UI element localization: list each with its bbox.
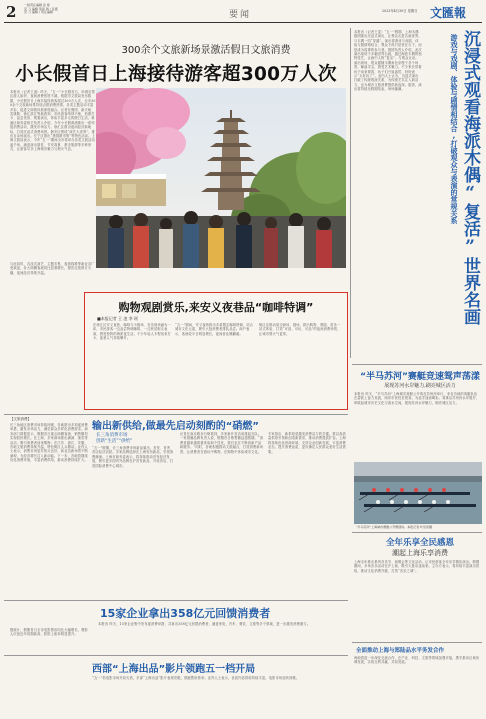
newspaper-logo: 文匯報	[430, 6, 467, 20]
right-column-divider	[350, 28, 351, 358]
ids-headline: 全面推动上海与郑陆品水平务发合作	[356, 648, 445, 654]
music-body: 上海全年推出系列音乐节、演唱会等文化活动，让市民游客全年乐享精彩演出。假期期间，多场音乐活动在沪上演，吸引大批乐迷前来。主办方表示，将持续丰富演出供给，推动文化消费升级，打造“音乐之城”。	[354, 560, 480, 573]
masthead	[0, 0, 486, 24]
pagoda-photo	[96, 88, 346, 268]
right-feature-body: 本报讯（记者王雯）“五一”假期，上海木偶剧团推出沉浸式演出，让观众走进名画世界，与木偶一同“穿越”。演出将游戏与戏剧、体验与剧情相结合，观众不再只是坐在台下，而是成为故事的参与者。剧团负责人介绍，此次演出取材于多幅世界名画，通过海派木偶的独特技艺，让画中人物“复活”，与观众互动。演出现场，观众跟随木偶角色穿梭于各个场景，解谜寻宝，感受艺术魅力。不少家长带着孩子前来观看，孩子们兴致盎然，纷纷表示“太好玩了”。业内人士认为，沉浸式演出打破了传统观演关系，为传统艺术注入新活力，也为城市文旅消费提供新选择。据悉，演出将持续至假期结束，场场爆满。	[354, 30, 422, 92]
newproducts-body-3: 专家指出，新供给是激发消费活力的关键。要以高质量供给引领和创造新需求，推动消费提质扩容。上海将持续优化营商环境，支持企业创新发展，丰富消费业态，提升消费品质，更好满足人民群众美好生活需要。	[268, 432, 346, 454]
section-tag: 【文旅消费】	[10, 417, 31, 421]
cafe-body-col1: 在徐汇区安义夜巷，咖啡与小剧场、音乐现场融为一体，市民游客一边品尝特调咖啡，一边欣赏街头表演，感受独特的海派夜生活。不少年轻人专程前来打卡，夜巷人气持续攀升。	[93, 323, 171, 341]
lead-body-left: 本报讯（记者王凌）昨天，“五一”小长假首日，申城各景区游人如织、夜间消费热度不减。根据市文旅局发布数据，小长假首日上海共接待游客超过300万人次，全市300余个文旅新场景持续点燃消费热情，各类主题活动丰富多彩，促进文商旅体展深度融合。记者在豫园、新天地、武康路、徐汇滨江等地看到，市民游客络绎不绝，拍照打卡、品尝美食、观看演出，体验丰富多元的假日生活。黄浦区商务委相关负责人介绍，今年小长假黄浦推出一系列促消费活动，激发市场活力。徐汇区推出夜间经济新地标，打造沉浸式消费场景。静安区围绕“演艺大世界”，推出百余场演出。长宁区推出“愚园路市集”等特色活动。上海文旅局表示，今年“五一”期间全市将举办各类文旅活动逾千场，涵盖演出展览、节庆赛事、都市旅游等多种形式，让游客尽享上海城市魅力与烟火气息。	[10, 90, 96, 152]
race-subhead: 展现苏河水岸魅力,刷亮城区活力	[384, 383, 456, 389]
invest-headline: 15家企业拿出358亿元回馈消费者	[100, 607, 271, 620]
race-photo-caption: “半马苏河”上海城市赛艇公开赛现场。本报记者 叶辰亮摄	[356, 525, 433, 529]
masthead-rule	[4, 22, 482, 23]
lead-photo	[96, 88, 346, 268]
section-name: 要闻	[229, 10, 252, 20]
race-body: 本报讯 昨天，“半马苏河”上海城市赛艇公开赛在苏州河举行，来自各地的赛艇队伍在碧波上奋力竞渡，两岸市民驻足观赛，为选手加油喝彩。赛事沿苏州河水岸展开，串联起城市历史文化与滨水空间，展现苏河水岸魅力，刷亮城区活力。	[354, 392, 480, 405]
newproducts-body-1: “五一”假期，长三角消费市场新品频出，首发、首秀、首店经济活跃。多家品牌选择在上海发布新品，引领消费潮流。上海市商务委表示，将持续推动首发经济发展，吸引更多国内外品牌在沪首发新品、开设首店，打造国际消费中心城市。	[92, 446, 174, 468]
west-headline: 西部“上海出品”影片领跑五一档开局	[92, 664, 256, 675]
left-bottom-body: 据统计，假期首日全市电影票房同比大幅增长，观影人次创近年同期新高，影院上座率明显提升。	[10, 628, 88, 637]
cafe-story-box	[84, 292, 348, 410]
cafe-body-col3: 街区还联动周边商场、剧场，推出购物、观剧、赏乐一站式体验，打造“可逛、可玩、可品”的夜间消费场景，让城市烟火气更浓。	[259, 323, 341, 336]
editor-credits: 一版责任编辑 张 艳 见 习 编辑 蔡泽 鸽 / 张嘉 见 习 编辑 / 责任编辑	[24, 3, 58, 15]
lead-kicker: 300余个文旅新场景激活假日文旅消费	[121, 45, 291, 56]
race-top-rule	[352, 364, 482, 365]
newproducts-body-2: 记者在南京路步行街看到，多家新开首店前排起长队。一家国潮品牌负责人说，假期首日销售额远超预期。“消费者越来越看重体验和个性化，我们也在不断创新产品和服务。”同时，各地积极推动文旅融合，打造消费新场景，让消费者在游玩中购物，在购物中体验城市文化。	[180, 432, 264, 454]
page-number: 2	[6, 3, 17, 21]
invest-body: 本报讯 昨天，15家企业集中发布促消费举措，共拿出358亿元回馈消费者，涵盖家电、汽车、餐饮、文旅等多个领域，进一步激发消费潜力。	[98, 622, 311, 626]
left-lower-body: 长三角地区消费市场持续回暖，各地推出多项促消费举措，激发市场活力，满足群众多样化消费需求。商务部门数据显示，假期首日重点商圈客流、销售额均实现较快增长。在上海，多家商场推出满减、抽奖等活动，吸引消费者前来购物；在江苏、浙江、安徽，各地文旅消费持续升温，特色街区人头攒动。业内人士表示，消费市场复苏势头良好，新业态新场景不断涌现，为经济增长注入新动能。下一步，各地将继续优化消费环境，丰富消费供给，推动消费持续扩大。	[10, 423, 88, 463]
west-body: “五一”档电影市场开局火热，多部“上海出品”影片表现亮眼，领跑票房榜单。业内人士表示，优质内容供给持续丰富，电影市场加快回暖。	[92, 676, 300, 680]
music-subhead: 潮起上海乐享消费	[392, 549, 448, 557]
cafe-byline: ■本报记者 王 凌 李 瑶	[97, 316, 138, 321]
ids-body: 两地将进一步深化交流合作，在产业、科技、文旅等领域加强对接，携手推动区域协调发展，实现互利共赢、共同发展。	[354, 656, 480, 665]
invest-top-rule	[4, 600, 348, 601]
lower-rule	[4, 414, 348, 415]
ids-top-rule	[352, 642, 482, 643]
cafe-body-col2: “五一”期间，安义夜巷推出多款限定咖啡特调，结合城市文化元素，吸引大批消费者排队品尝。商户表示，客流较平日明显增长，夜间营业额翻番。	[175, 323, 254, 336]
lead-body-lower: 与此同时，沉浸式演艺、主题市集、夜游线路等新业态广受欢迎，各大商圈客流同比显著增长，餐饮住宿预订火爆，夜间经济持续升温。	[10, 262, 95, 275]
cafe-headline: 购物观剧赏乐,来安义夜巷品“咖啡特调”	[118, 301, 314, 314]
lead-headline: 小长假首日上海接待游客超300万人次	[15, 64, 337, 85]
rowing-photo	[354, 462, 482, 524]
lead-body-right	[262, 268, 346, 292]
newproducts-headline: 输出新供给,做最先启动刻酌的“硝燃”	[92, 421, 259, 432]
right-feature-title: 沉浸式观看海派木偶“复活”世界名画 游戏与戏剧、体验与剧情相结合,打破观众与表演的常规关系	[450, 30, 480, 325]
race-photo	[354, 462, 482, 524]
music-headline: 全年乐享全民感恩	[385, 538, 454, 548]
newproducts-subhead: 长三角消费市场 创新“生活”“供给”	[96, 433, 133, 444]
race-headline: “半马苏河”赛艇竞速鸳声荡漾	[360, 372, 480, 382]
music-top-rule	[352, 532, 482, 533]
issue-date: 2023年4月30日 星期日	[382, 9, 418, 13]
